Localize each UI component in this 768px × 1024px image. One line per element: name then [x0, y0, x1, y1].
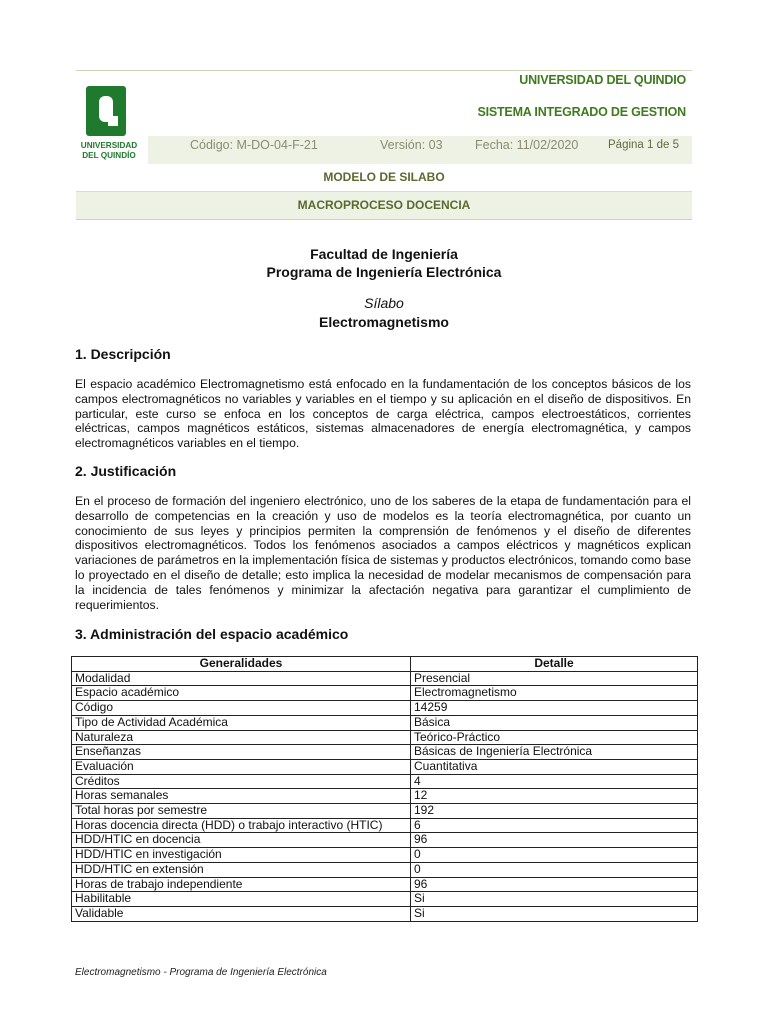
table-cell: Horas docencia directa (HDD) o trabajo interactivo (HTIC) — [72, 818, 411, 833]
system-name: SISTEMA INTEGRADO DE GESTION — [477, 105, 686, 119]
table-row — [72, 862, 698, 877]
table-cell: Naturaleza — [72, 730, 411, 745]
table-cell: 0 — [411, 862, 698, 877]
table-row — [72, 745, 698, 760]
table-cell: 14259 — [411, 701, 698, 716]
document-version: Versión: 03 — [380, 138, 443, 152]
description-paragraph: El espacio académico Electromagnetismo está enfocado en la fundamentación de los conceptos básicos de los campos electromagnéticos no variables y variables en el tiempo y su aplicación en el diseño de dispositivos. En particular, este curso se enfoca en los conceptos de carga eléctrica, campos electroestáticos, corrientes eléctricas, campos magnéticos estáticos, sistemas almacenadores de energía electromagnética, y campos electromagnéticos variables en el tiempo. — [75, 377, 691, 451]
table-cell: 192 — [411, 804, 698, 819]
logo-text-line2: DEL QUINDÍO — [82, 151, 136, 160]
table-cell: 6 — [411, 818, 698, 833]
table-row — [72, 833, 698, 848]
table-row — [72, 877, 698, 892]
table-cell: Básica — [411, 715, 698, 730]
table-cell: 96 — [411, 877, 698, 892]
justification-paragraph: En el proceso de formación del ingeniero electrónico, uno de los saberes de la etapa de fundamentación para el desarrollo de competencias en la creación y uso de modelos es la teoría electromagnética, por cuanto un conocimiento de sus leyes y principios permiten la comprensión de fenómenos y el diseño de diferentes dispositivos electromagnéticos. Todos los fenómenos asociados a campos eléctricos y magnéticos explican variaciones de parámetros en la implementación física de sistemas y productos electrónicos, tomando como base lo proyectado en el diseño de detalle; esto implica la necesidad de modelar mecanismos de compensación para la incidencia de tales fenómenos y minimizar la afectación negativa para garantizar el cumplimiento de requerimientos. — [75, 494, 691, 612]
table-row — [72, 715, 698, 730]
table-row — [72, 848, 698, 863]
justification-heading: 2. Justificación — [75, 463, 177, 479]
table-row — [72, 804, 698, 819]
description-heading: 1. Descripción — [75, 346, 171, 362]
macroprocess-band: MACROPROCESO DOCENCIA — [76, 192, 692, 220]
table-cell: Si — [411, 892, 698, 907]
table-row — [72, 730, 698, 745]
program-title: Programa de Ingeniería Electrónica — [266, 264, 502, 280]
table-cell: Modalidad — [72, 671, 411, 686]
table-cell: Electromagnetismo — [411, 686, 698, 701]
table-cell: Código — [72, 701, 411, 716]
table-cell: Horas de trabajo independiente — [72, 877, 411, 892]
table-cell: Horas semanales — [72, 789, 411, 804]
course-title: Electromagnetismo — [319, 314, 449, 330]
model-band: MODELO DE SILABO — [76, 164, 692, 192]
table-cell: Espacio académico — [72, 686, 411, 701]
table-cell: 4 — [411, 774, 698, 789]
table-row — [72, 818, 698, 833]
document-code: Código: M-DO-04-F-21 — [190, 138, 318, 152]
table-cell: 12 — [411, 789, 698, 804]
table-cell: Cuantitativa — [411, 759, 698, 774]
table-row — [72, 789, 698, 804]
page-footer: Electromagnetismo - Programa de Ingeniería Electrónica — [75, 967, 327, 978]
table-cell: Tipo de Actividad Académica — [72, 715, 411, 730]
university-logo — [72, 84, 146, 164]
table-row — [72, 774, 698, 789]
table-row — [72, 701, 698, 716]
table-row — [72, 906, 698, 921]
table-cell: HDD/HTIC en extensión — [72, 862, 411, 877]
admin-table — [71, 656, 698, 922]
logo-text-line1: UNIVERSIDAD — [80, 141, 138, 150]
table-cell: HDD/HTIC en docencia — [72, 833, 411, 848]
table-cell: 96 — [411, 833, 698, 848]
university-name: UNIVERSIDAD DEL QUINDIO — [519, 73, 686, 87]
faculty-title: Facultad de Ingeniería — [310, 246, 458, 262]
header-rule — [76, 70, 692, 71]
table-row — [72, 686, 698, 701]
table-row — [72, 892, 698, 907]
document-type: Sílabo — [364, 295, 404, 311]
table-cell: HDD/HTIC en investigación — [72, 848, 411, 863]
table-cell: Habilitable — [72, 892, 411, 907]
table-cell: Créditos — [72, 774, 411, 789]
table-cell: Evaluación — [72, 759, 411, 774]
document-date: Fecha: 11/02/2020 — [475, 138, 579, 152]
table-header-row — [72, 657, 698, 672]
table-cell: 0 — [411, 848, 698, 863]
table-cell: Si — [411, 906, 698, 921]
table-row — [72, 671, 698, 686]
table-cell: Validable — [72, 906, 411, 921]
document-meta-bar — [148, 136, 692, 165]
table-cell: Básicas de Ingeniería Electrónica — [411, 745, 698, 760]
table-cell: Enseñanzas — [72, 745, 411, 760]
table-row — [72, 759, 698, 774]
table-cell: Total horas por semestre — [72, 804, 411, 819]
admin-heading: 3. Administración del espacio académico — [75, 626, 349, 642]
page-indicator: Página 1 de 5 — [608, 139, 679, 151]
table-cell: Presencial — [411, 671, 698, 686]
column-header: Generalidades — [72, 657, 411, 672]
column-header: Detalle — [411, 657, 698, 672]
table-cell: Teórico-Práctico — [411, 730, 698, 745]
